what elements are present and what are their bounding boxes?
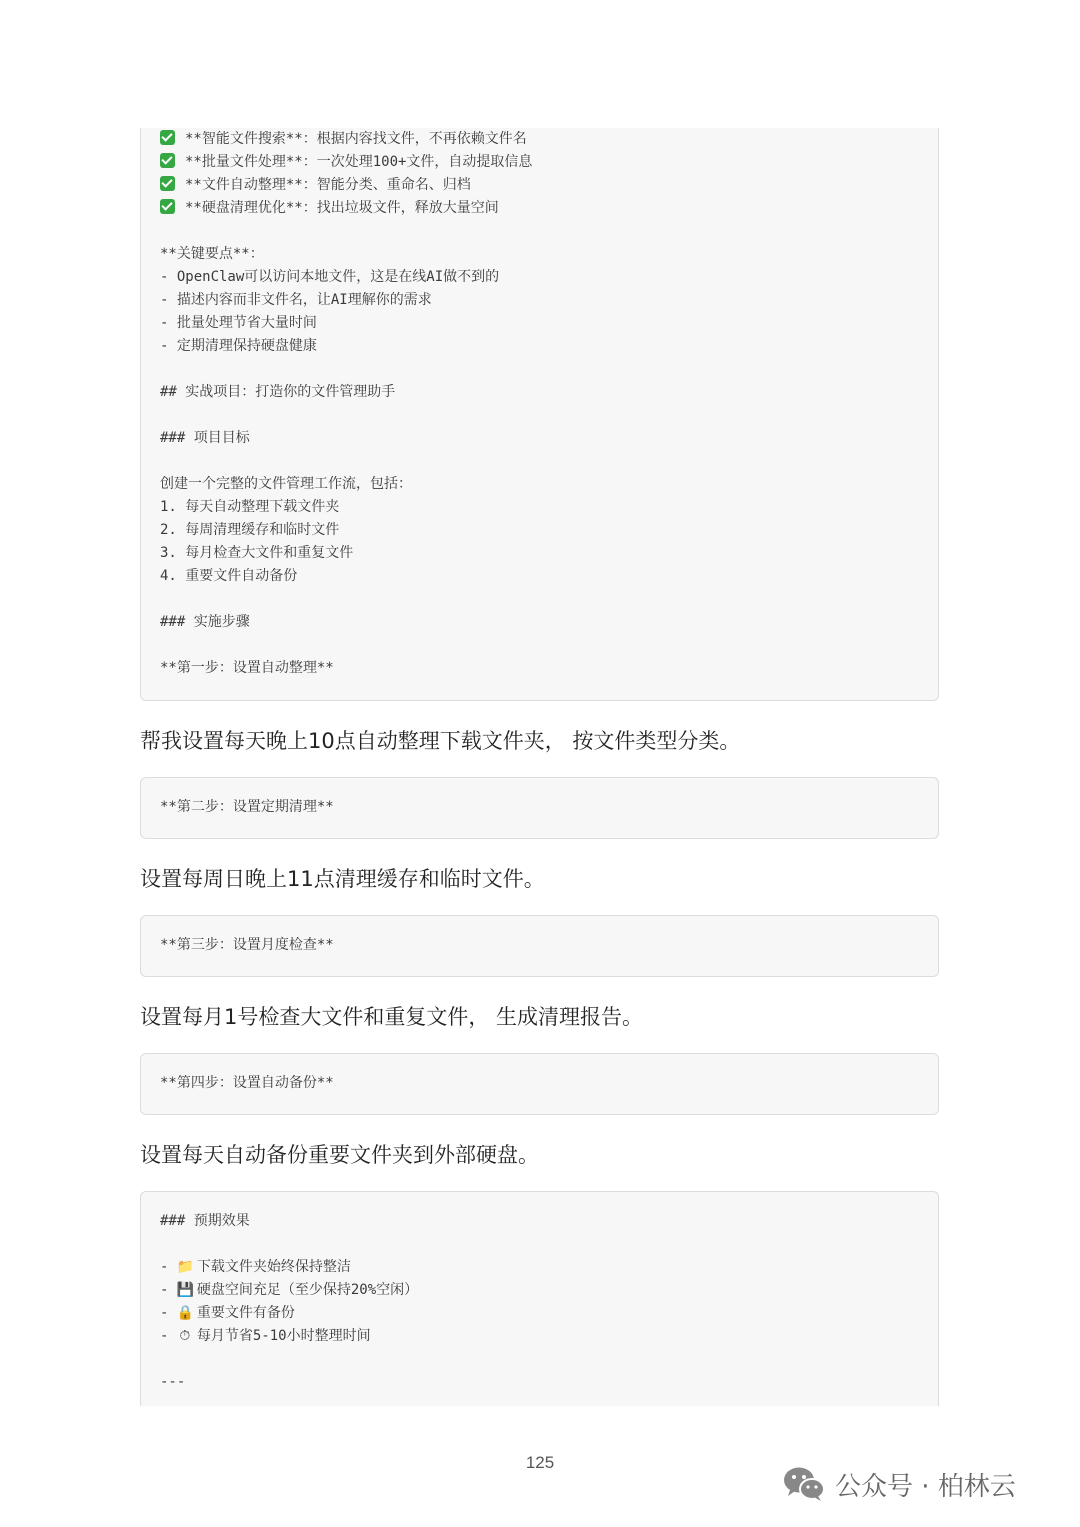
stopwatch-icon: ⏱ (179, 1328, 191, 1344)
watermark (783, 1464, 1016, 1504)
code-block-step4 (140, 1053, 939, 1115)
code-block-step3 (140, 915, 939, 977)
code-line: **硬盘清理优化**：找出垃圾文件，释放大量空间 (160, 198, 499, 218)
check-icon (160, 130, 175, 145)
code-line: ### 实施步骤 (160, 614, 250, 630)
code-line: **关键要点**： (160, 246, 264, 262)
wechat-icon (783, 1465, 825, 1503)
code-line: 3. 每月检查大文件和重复文件 (160, 545, 354, 561)
code-line: - 💾 硬盘空间充足（至少保持20%空闲） (160, 1282, 419, 1298)
code-block-expected-results (140, 1191, 939, 1406)
code-line: 4. 重要文件自动备份 (160, 568, 298, 584)
code-line: - 批量处理节省大量时间 (160, 315, 317, 331)
paragraph-step1: 帮我设置每天晚上10点自动整理下载文件夹， 按文件类型分类。 (140, 729, 741, 753)
code-line: ### 项目目标 (160, 430, 250, 446)
paragraph-step4: 设置每天自动备份重要文件夹到外部硬盘。 (140, 1143, 539, 1167)
code-line: **智能文件搜索**：根据内容找文件，不再依赖文件名 (160, 129, 527, 149)
code-line: - 描述内容而非文件名，让AI理解你的需求 (160, 292, 432, 308)
check-icon (160, 153, 175, 168)
code-line: 1. 每天自动整理下载文件夹 (160, 499, 340, 515)
floppy-disk-icon: 💾 (176, 1282, 195, 1298)
code-block-summary (140, 128, 939, 701)
code-line: ## 实战项目：打造你的文件管理助手 (160, 384, 396, 400)
paragraph-step2: 设置每周日晚上11点清理缓存和临时文件。 (140, 867, 545, 891)
paragraph-step3: 设置每月1号检查大文件和重复文件， 生成清理报告。 (140, 1005, 644, 1029)
code-line: - ⏱ 每月节省5-10小时整理时间 (160, 1328, 371, 1344)
code-line: **第二步：设置定期清理** (160, 799, 334, 815)
code-line: **第一步：设置自动整理** (160, 660, 334, 676)
code-line: **第四步：设置自动备份** (160, 1075, 334, 1091)
code-line: - 📁 下载文件夹始终保持整洁 (160, 1259, 351, 1275)
code-line: 2. 每周清理缓存和临时文件 (160, 522, 340, 538)
lock-icon: 🔒 (176, 1305, 195, 1321)
code-line: **第三步：设置月度检查** (160, 937, 334, 953)
code-block-step2 (140, 777, 939, 839)
check-icon (160, 199, 175, 214)
page-number: 125 (525, 1453, 555, 1472)
code-line: - 🔒 重要文件有备份 (160, 1305, 295, 1321)
code-line: **文件自动整理**：智能分类、重命名、归档 (160, 175, 471, 195)
code-line: --- (160, 1374, 186, 1390)
code-line: - OpenClaw可以访问本地文件，这是在线AI做不到的 (160, 269, 500, 285)
check-icon (160, 176, 175, 191)
watermark-text: 公众号 · 柏林云 (835, 1471, 1016, 1502)
folder-icon: 📁 (176, 1259, 195, 1275)
code-line: 创建一个完整的文件管理工作流，包括： (160, 476, 412, 492)
code-line: **批量文件处理**：一次处理100+文件，自动提取信息 (160, 152, 532, 172)
code-line: - 定期清理保持硬盘健康 (160, 338, 317, 354)
code-line: ### 预期效果 (160, 1213, 250, 1229)
